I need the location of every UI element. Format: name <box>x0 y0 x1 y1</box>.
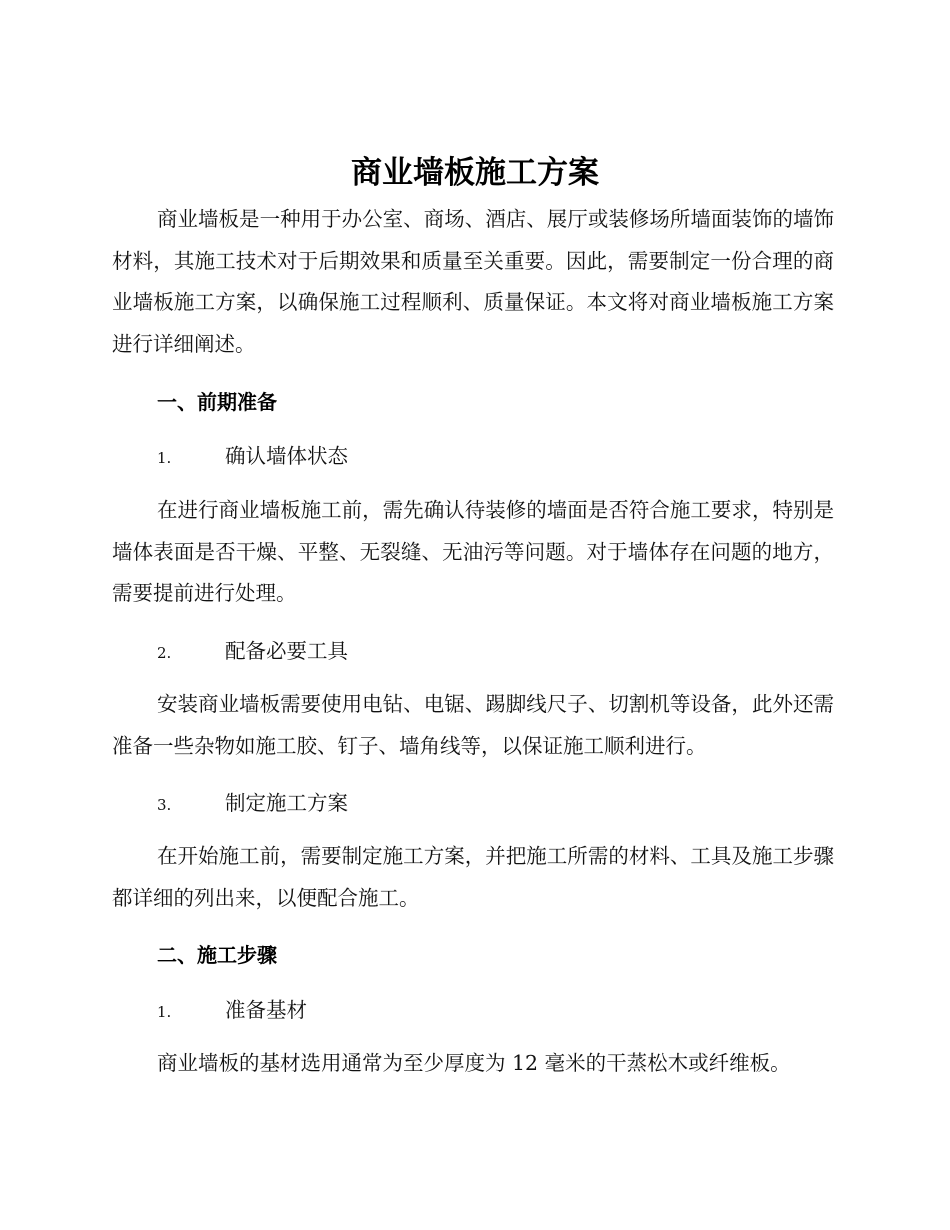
list-item-tools <box>157 636 348 668</box>
list-item-base-material <box>157 995 307 1027</box>
intro-paragraph: 商业墙板是一种用于办公室、商场、酒店、展厅或装修场所墙面装饰的墙饰材料，其施工技术对于后期效果和质量至关重要。因此，需要制定一份合理的商业墙板施工方案，以确保施工过程顺利、质量保证。本文将对商业墙板施工方案进行详细阐述。 <box>112 207 834 356</box>
list-number: 2. <box>157 644 172 662</box>
paragraph-base-material: 商业墙板的基材选用通常为至少厚度为 12 毫米的干蒸松木或纤维板。 <box>157 1051 791 1075</box>
list-item-label: 制定施工方案 <box>225 791 348 815</box>
section-heading-preparation: 一、前期准备 <box>157 390 277 414</box>
document-title: 商业墙板施工方案 <box>351 155 599 191</box>
list-item-label: 确认墙体状态 <box>225 444 348 468</box>
list-number: 1. <box>157 1003 172 1021</box>
paragraph-tools: 安装商业墙板需要使用电钻、电锯、踢脚线尺子、切割机等设备，此外还需准备一些杂物如施工胶、钉子、墙角线等，以保证施工顺利进行。 <box>112 692 834 758</box>
list-item-confirm-wall <box>157 441 348 473</box>
list-item-label: 准备基材 <box>225 998 307 1022</box>
paragraph-confirm-wall: 在进行商业墙板施工前，需先确认待装修的墙面是否符合施工要求，特别是墙体表面是否干燥、平整、无裂缝、无油污等问题。对于墙体存在问题的地方，需要提前进行处理。 <box>112 498 834 605</box>
section-heading-steps: 二、施工步骤 <box>157 943 277 967</box>
list-item-plan <box>157 788 348 820</box>
paragraph-plan: 在开始施工前，需要制定施工方案，并把施工所需的材料、工具及施工步骤都详细的列出来，以便配合施工。 <box>112 844 834 910</box>
list-number: 1. <box>157 449 172 467</box>
list-item-label: 配备必要工具 <box>225 639 348 663</box>
list-number: 3. <box>157 796 172 814</box>
